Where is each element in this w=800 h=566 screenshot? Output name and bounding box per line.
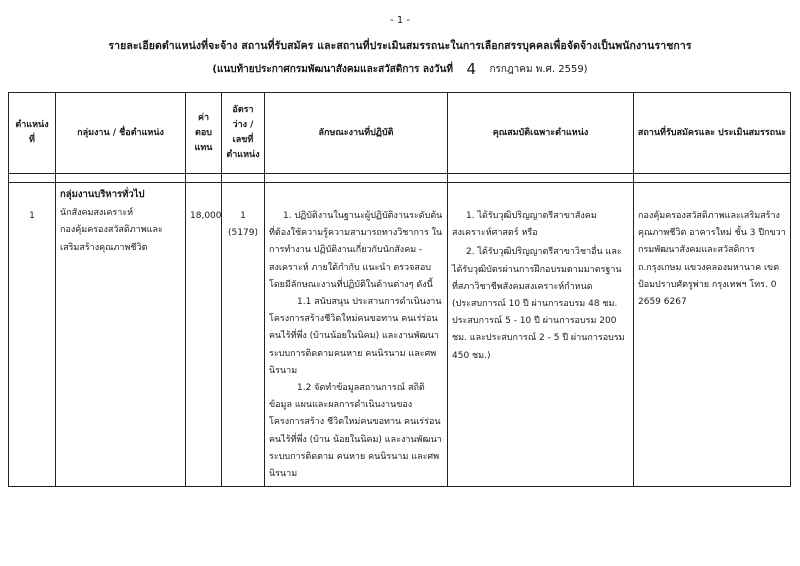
rate-count: 1 [240,211,246,221]
position-number: 1 [29,211,35,221]
qualification-1: 1. ได้รับวุฒิปริญญาตรีสาขาสังคม สงเคราะห์ศาสตร์ หรือ [452,211,597,239]
table-row [9,183,791,487]
department-name: กองคุ้มครองสวัสดิภาพและเสริมสร้างคุณภาพชีวิต [60,225,163,253]
group-name-cell [56,183,186,487]
page-number: - 1 - [390,15,410,26]
header-salary: ค่า ตอบ แทน [186,93,222,174]
position-number-cell [9,183,56,487]
group-title: กลุ่มงานบริหารทั่วไป [60,189,145,200]
header-position-no: ตำแหน่ง ที่ [9,93,56,174]
duties-cell [265,183,448,487]
duty-item-1-2: 1.2 จัดทำข้อมูลสถานการณ์ สถิติข้อมูล แผนและผลการดำเนินงานของโครงการสร้าง ชีวิตใหม่คนขอทาน คนเร่ร่อน คนไร้ที่พึ่ง (บ้าน น้อยในนิคม) และงานพัฒนาระบบการติดตาม คนหาย คนนิรนาม และศพนิรนาม [269,383,442,480]
salary-value: 18,000 [190,211,222,221]
position-name: นักสังคมสงเคราะห์ [60,208,134,219]
header-rate: อัตรา ว่าง / เลขที่ ตำแหน่ง [222,93,265,174]
duty-item-1-1: 1.1 สนับสนุน ประสานการดำเนินงาน โครงการสร้างชีวิตใหม่คนขอทาน คนเร่ร่อน คนไร้ที่พึ่ง (บ้านน้อยในนิคม) และงานพัฒนา ระบบการติดตามคนหาย คนนิรนาม และศพ นิรนาม [269,297,442,376]
salary-cell [186,183,222,487]
header-duties: ลักษณะงานที่ปฏิบัติ [265,93,448,174]
duty-intro: 1. ปฏิบัติงานในฐานะผู้ปฏิบัติงานระดับต้น ที่ต้องใช้ความรู้ความสามารถทางวิชาการ ในการทำงาน ปฏิบัติงานเกี่ยวกับนักสังคม - สงเคราะห์ ภายใต้กำกับ แนะนำ ตรวจสอบ โดยมีลักษณะงานที่ปฏิบัติในด้านต่างๆ ดังนี้ [269,211,443,290]
header-group-name: กลุ่มงาน / ชื่อตำแหน่ง [56,93,186,174]
rate-cell [222,183,265,487]
positions-table [8,92,791,487]
subtitle-prefix: (แนบท้ายประกาศกรมพัฒนาสังคมและสวัสดิการ ลงวันที่ [212,64,453,75]
subtitle-date: 4 [466,60,476,78]
location-cell [634,183,791,487]
document-title: รายละเอียดตำแหน่งที่จะจ้าง สถานที่รับสมัคร และสถานที่ประเมินสมรรถนะในการเลือกสรรบุคคลเพื่อจัดจ้างเป็นพนักงานราชการ [108,40,692,52]
rate-id: (5179) [228,228,258,239]
location-text: กองคุ้มครองสวัสดิภาพและเสริมสร้าง คุณภาพชีวิต อาคารใหม่ ชั้น 3 ปีกขวา กรมพัฒนาสังคมและสวัสดิการ ถ.กรุงเกษม แขวงคลองมหานาค เขตป้อมปราบศัตรูพ่าย กรุงเทพฯ โทร. 0 2659 6267 [638,211,786,308]
table-header-row [9,93,791,174]
table-spacer-row [9,174,791,183]
qualifications-cell [448,183,634,487]
subtitle-suffix: กรกฎาคม พ.ศ. 2559) [489,64,588,75]
header-location: สถานที่รับสมัครและ ประเมินสมรรถนะ [634,93,791,174]
qualification-2: 2. ได้รับวุฒิปริญญาตรีสาขาวิชาอื่น และ ได้รับวุฒิบัตรผ่านการฝึกอบรมตามมาตรฐาน ที่สภาวิชาชีพสังคมสงเคราะห์กำหนด (ประสบการณ์ 10 ปี ผ่านการอบรม 48 ชม. ประสบการณ์ 5 - 10 ปี ผ่านการอบรม 200 ชม. และประสบการณ์ 2 - 5 ปี ผ่านการอบรม 450 ชม.) [452,247,625,361]
document-subtitle [0,60,800,78]
header-qualifications: คุณสมบัติเฉพาะตำแหน่ง [448,93,634,174]
